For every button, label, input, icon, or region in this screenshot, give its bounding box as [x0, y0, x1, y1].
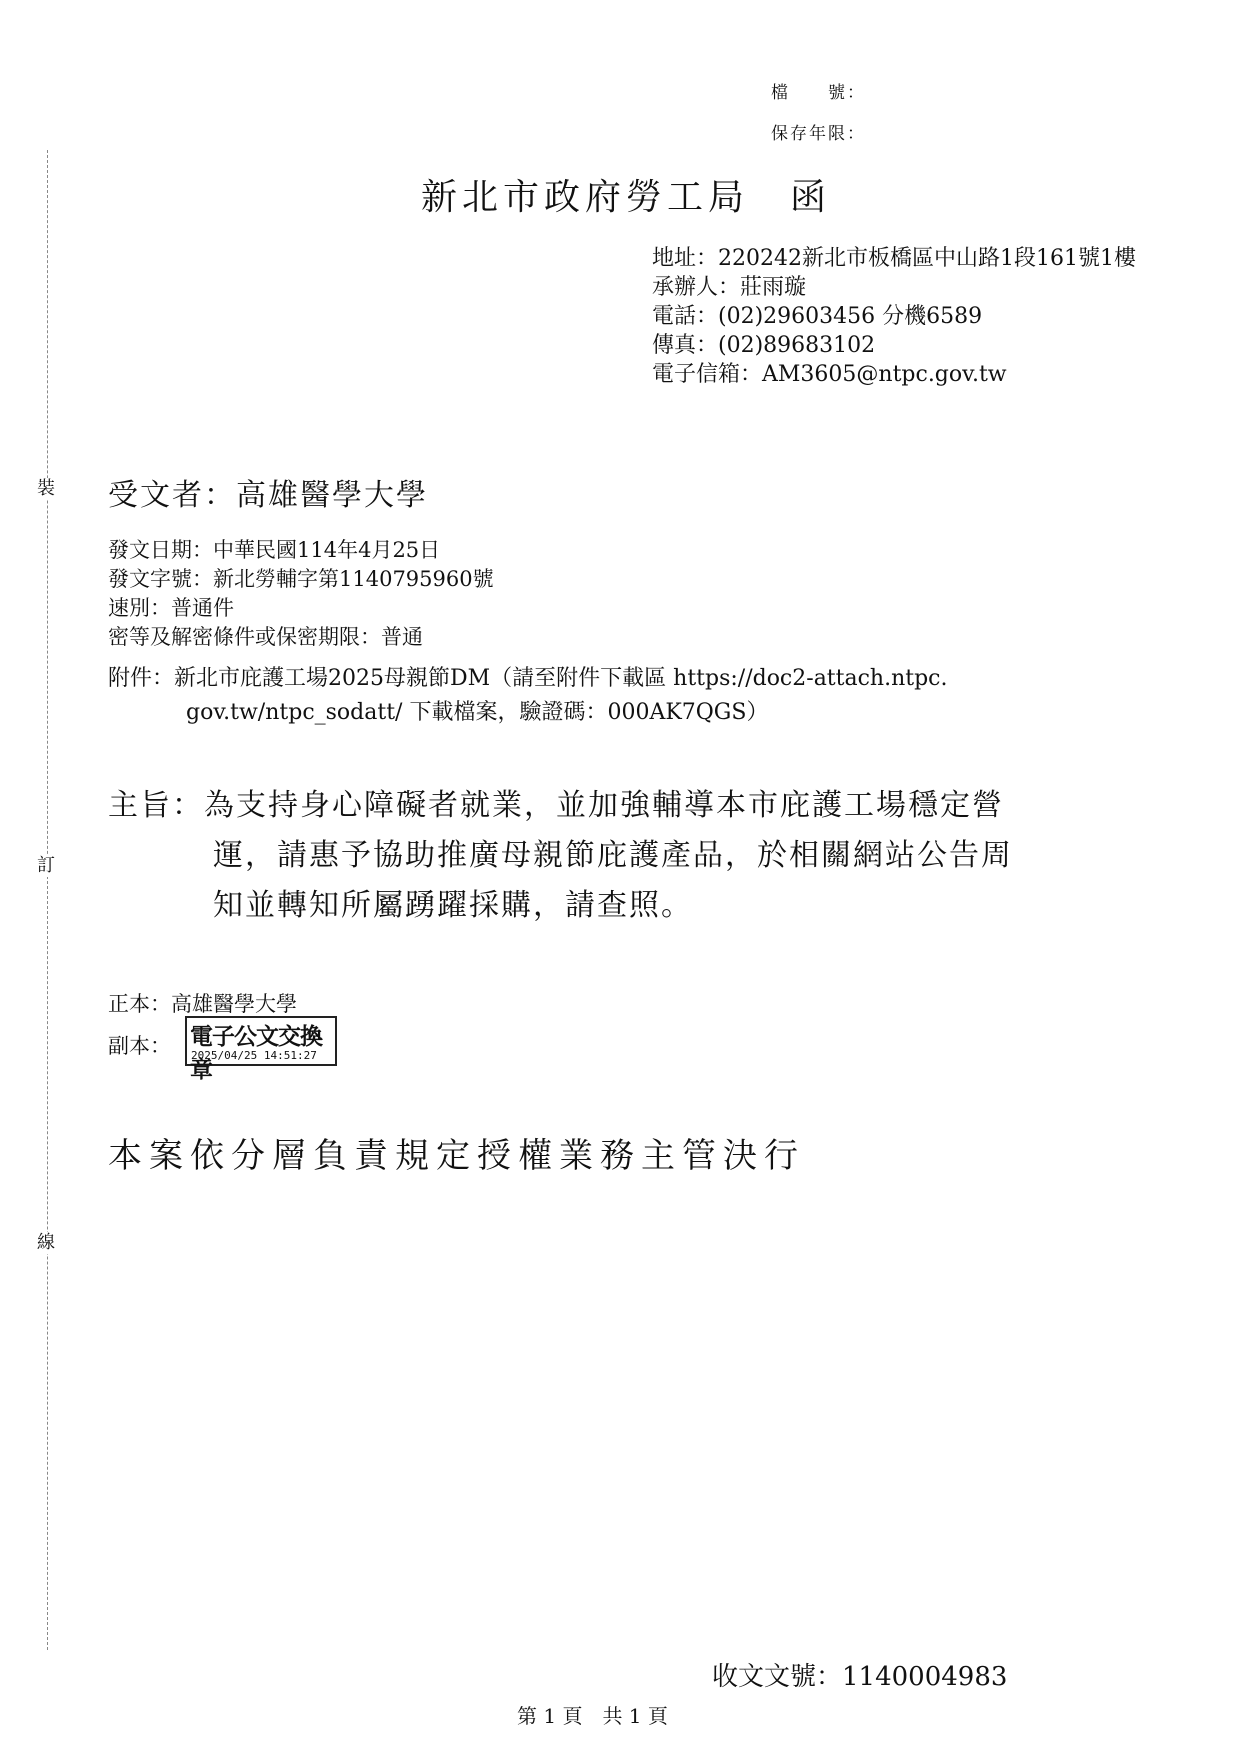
- receipt-number: 收文文號：1140004983: [712, 1662, 1008, 1692]
- subject-line-3: 知並轉知所屬踴躍採購，請查照。: [213, 888, 693, 923]
- binding-dashed-line: [47, 150, 48, 1650]
- authorization-statement: 本案依分層負責規定授權業務主管決行: [108, 1136, 805, 1176]
- retention-period-label: 保存年限：: [771, 124, 866, 144]
- cc-label: 副本：: [108, 1034, 171, 1058]
- speed-class: 速別：普通件: [108, 596, 234, 620]
- page-indicator: 第 1 頁 共 1 頁: [517, 1704, 668, 1728]
- binding-char-zhuang: 裝: [37, 478, 55, 499]
- recipient: 受文者：高雄醫學大學: [108, 478, 428, 513]
- attachment-line-2: gov.tw/ntpc_sodatt/ 下載檔案，驗證碼：000AK7QGS）: [186, 700, 769, 725]
- binding-char-ding: 訂: [37, 855, 55, 876]
- binding-char-xian: 線: [37, 1232, 55, 1253]
- secrecy-level: 密等及解密條件或保密期限：普通: [108, 625, 423, 649]
- document-number: 發文字號：新北勞輔字第1140795960號: [108, 567, 494, 591]
- original-recipient: 正本：高雄醫學大學: [108, 992, 297, 1016]
- meta-block: [108, 536, 494, 652]
- subject-line-1: 主旨：為支持身心障礙者就業，並加強輔導本市庇護工場穩定營: [108, 788, 1004, 823]
- contact-fax: 傳真：(02)89683102: [652, 333, 876, 358]
- contact-email: 電子信箱：AM3605@ntpc.gov.tw: [652, 362, 1007, 387]
- contact-officer: 承辦人：莊雨璇: [652, 275, 807, 300]
- issue-date: 發文日期：中華民國114年4月25日: [108, 538, 441, 562]
- electronic-exchange-stamp: [185, 1016, 337, 1083]
- stamp-datetime: 2025/04/25 14:51:27: [191, 1049, 317, 1062]
- contact-block: [652, 244, 1136, 389]
- contact-phone: 電話：(02)29603456 分機6589: [652, 304, 983, 329]
- attachment-line-1: 附件：新北市庇護工場2025母親節DM（請至附件下載區 https://doc2-attach.ntpc.: [108, 666, 948, 691]
- contact-address: 地址：220242新北市板橋區中山路1段161號1樓: [652, 246, 1136, 271]
- document-title: 新北市政府勞工局 函: [421, 177, 832, 218]
- subject-line-2: 運，請惠予協助推廣母親節庇護產品，於相關網站公告周: [213, 838, 1013, 873]
- stamp-text: 電子公文交換章: [190, 1024, 322, 1083]
- file-number-label: 檔 號：: [771, 83, 866, 103]
